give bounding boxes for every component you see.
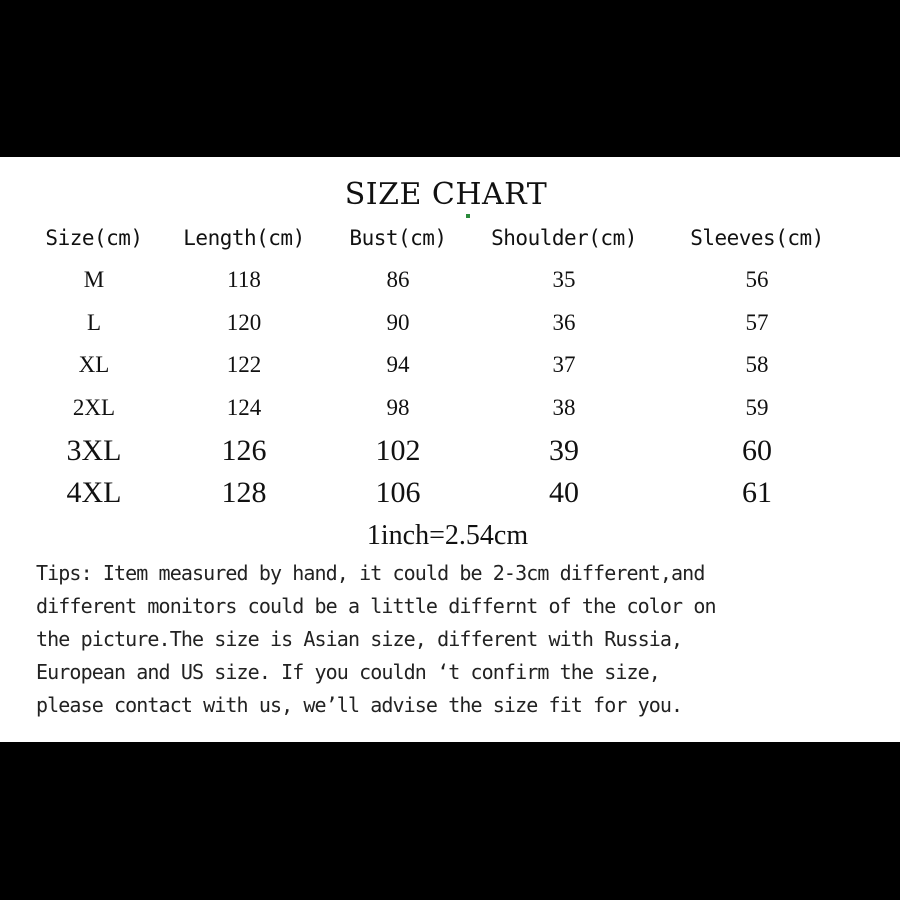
- size-cell: L: [86, 309, 102, 335]
- size-cell: XL: [78, 352, 110, 378]
- size-table: [28, 217, 854, 515]
- sleeves-cell: 61: [742, 476, 772, 510]
- tips-line: the picture.The size is Asian size, different with Russia,: [36, 627, 683, 651]
- length-cell: 128: [221, 476, 267, 510]
- sleeves-cell: 59: [745, 395, 769, 421]
- bust-cell: 90: [386, 309, 410, 335]
- table-row: [28, 302, 854, 345]
- bust-cell: 106: [375, 476, 421, 510]
- size-cell: 3XL: [66, 433, 122, 467]
- bust-cell: 86: [386, 267, 410, 293]
- sleeves-cell: 57: [745, 309, 769, 335]
- length-cell: 124: [226, 395, 262, 421]
- tips-line: European and US size. If you couldn ‘t confirm the size,: [36, 660, 660, 684]
- header-bust: Bust(cm): [349, 226, 447, 250]
- length-cell: 120: [226, 309, 262, 335]
- table-row: [28, 344, 854, 387]
- table-row: [28, 429, 854, 472]
- table-header-row: [28, 217, 854, 259]
- length-cell: 126: [221, 433, 267, 467]
- bust-cell: 94: [386, 352, 410, 378]
- size-chart-panel: [0, 157, 900, 742]
- size-cell: M: [83, 267, 105, 293]
- header-length: Length(cm): [183, 226, 305, 250]
- header-sleeves: Sleeves(cm): [690, 226, 824, 250]
- shoulder-cell: 38: [552, 395, 576, 421]
- size-cell: 4XL: [66, 476, 122, 510]
- size-cell: 2XL: [72, 395, 116, 421]
- shoulder-cell: 37: [552, 352, 576, 378]
- bust-cell: 102: [375, 433, 421, 467]
- sleeves-cell: 56: [745, 267, 769, 293]
- chart-title: SIZE CHART: [344, 177, 548, 212]
- length-cell: 122: [226, 352, 262, 378]
- shoulder-cell: 36: [552, 309, 576, 335]
- sleeves-cell: 60: [742, 433, 772, 467]
- inch-conversion: 1inch=2.54cm: [366, 520, 529, 551]
- bust-cell: 98: [386, 395, 410, 421]
- header-size: Size(cm): [45, 226, 143, 250]
- tips-text: [36, 557, 866, 722]
- sleeves-cell: 58: [745, 352, 769, 378]
- table-row: [28, 472, 854, 515]
- header-shoulder: Shoulder(cm): [491, 226, 637, 250]
- table-row: [28, 387, 854, 430]
- length-cell: 118: [227, 267, 261, 293]
- shoulder-cell: 40: [549, 476, 579, 510]
- shoulder-cell: 39: [549, 433, 579, 467]
- shoulder-cell: 35: [552, 267, 576, 293]
- tips-line: Tips: Item measured by hand, it could be 2-3cm different,and: [36, 561, 705, 585]
- tips-line: different monitors could be a little differnt of the color on: [36, 594, 716, 618]
- table-row: [28, 259, 854, 302]
- tips-line: please contact with us, we’ll advise the size fit for you.: [36, 693, 683, 717]
